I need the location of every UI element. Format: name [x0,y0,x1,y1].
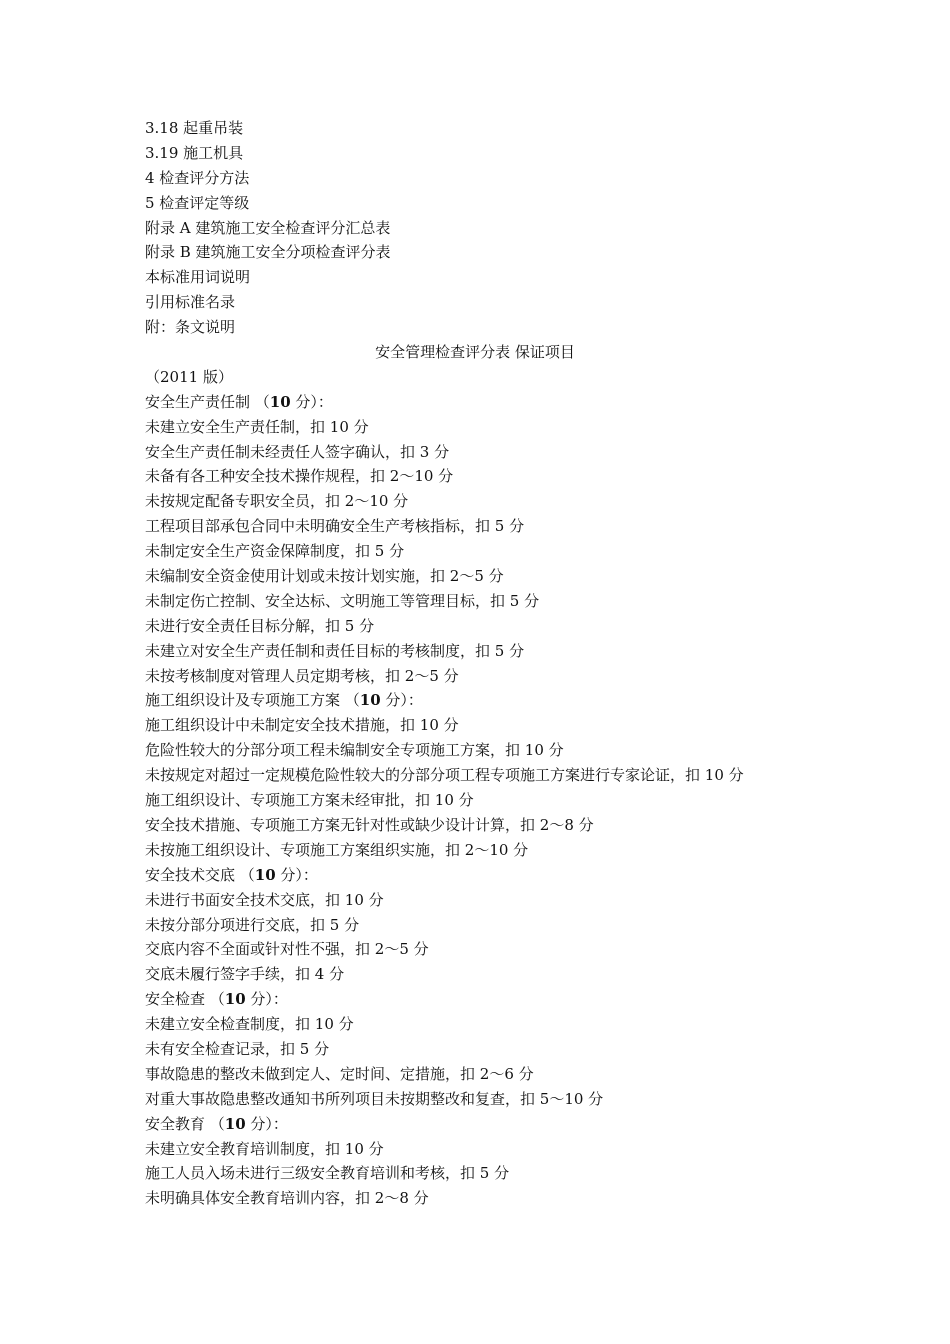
deduction-item: 施工组织设计、专项施工方案未经审批，扣 10 分 [145,791,474,810]
deduction-item: 危险性较大的分部分项工程未编制安全专项施工方案，扣 10 分 [145,741,564,760]
section-points: 10 [254,865,276,884]
deduction-item: 未进行书面安全技术交底，扣 10 分 [145,890,384,909]
section-safety-education [0,1112,950,1212]
deduction-item: 对重大事故隐患整改通知书所列项目未按期整改和复查，扣 5～10 分 [145,1089,604,1108]
toc-item: 附录 A 建筑施工安全检查评分汇总表 [145,218,391,237]
toc-item: 本标准用词说明 [145,268,251,287]
deduction-item: 施工组织设计中未制定安全技术措施，扣 10 分 [145,716,459,735]
deduction-item: 未明确具体安全教育培训内容，扣 2～8 分 [145,1189,429,1208]
table-title: 安全管理检查评分表 保证项目 [375,343,575,362]
section-heading-suffix: 分）： [380,691,423,710]
toc-item: 3.18 起重吊装 [145,119,244,137]
deduction-item: 未建立安全教育培训制度，扣 10 分 [145,1139,384,1158]
section-construction-plan [0,688,950,862]
deduction-item: 未进行安全责任目标分解，扣 5 分 [145,616,375,635]
section-heading-text: 安全生产责任制 （ [145,392,270,411]
toc-list [0,116,950,340]
toc-item: 5 检查评定等级 [145,193,250,212]
section-safety-responsibility [0,390,950,689]
section-heading [145,863,935,888]
deduction-item: 未编制安全资金使用计划或未按计划实施，扣 2～5 分 [145,567,504,586]
deduction-item: 未建立对安全生产责任制和责任目标的考核制度，扣 5 分 [145,641,525,660]
deduction-item: 交底内容不全面或针对性不强，扣 2～5 分 [145,940,429,959]
section-points: 10 [224,990,246,1009]
section-heading-text: 安全技术交底 （ [145,865,255,884]
deduction-item: 未按考核制度对管理人员定期考核，扣 2～5 分 [145,666,459,685]
section-heading [145,688,935,713]
deduction-item: 工程项目部承包合同中未明确安全生产考核指标，扣 5 分 [145,517,525,536]
deduction-item: 未按施工组织设计、专项施工方案组织实施，扣 2～10 分 [145,840,529,859]
section-heading-text: 安全检查 （ [145,990,225,1009]
toc-item: 4 检查评分方法 [145,168,250,187]
deduction-item: 未建立安全检查制度，扣 10 分 [145,1015,354,1034]
toc-item: 附录 B 建筑施工安全分项检查评分表 [145,243,391,262]
section-heading-suffix: 分）： [275,865,318,884]
section-heading [145,390,935,415]
section-heading-text: 安全教育 （ [145,1114,225,1133]
section-safety-inspection [0,987,950,1111]
section-heading [145,1112,935,1137]
section-technical-briefing [0,863,950,987]
deduction-item: 未备有各工种安全技术操作规程，扣 2～10 分 [145,467,454,486]
deduction-item: 未按规定对超过一定规模危险性较大的分部分项工程专项施工方案进行专家论证，扣 10 分 [145,766,744,785]
deduction-item: 未按规定配备专职安全员，扣 2～10 分 [145,492,409,511]
deduction-item: 未制定伤亡控制、安全达标、文明施工等管理目标，扣 5 分 [145,591,540,610]
toc-item: 3.19 施工机具 [145,143,244,162]
section-points: 10 [269,392,291,411]
section-heading-suffix: 分）： [245,990,288,1009]
section-heading-suffix: 分）： [290,392,333,411]
section-heading-text: 施工组织设计及专项施工方案 （ [145,691,360,710]
deduction-item: 未制定安全生产资金保障制度，扣 5 分 [145,542,405,561]
section-heading [145,987,935,1012]
deduction-item: 未按分部分项进行交底，扣 5 分 [145,915,360,934]
deduction-item: 交底未履行签字手续，扣 4 分 [145,965,345,984]
document-page [0,116,950,1211]
section-points: 10 [224,1114,246,1133]
deduction-item: 施工人员入场未进行三级安全教育培训和考核，扣 5 分 [145,1164,510,1183]
deduction-item: 事故隐患的整改未做到定人、定时间、定措施，扣 2～6 分 [145,1064,534,1083]
deduction-item: 未有安全检查记录，扣 5 分 [145,1039,330,1058]
deduction-item: 安全技术措施、专项施工方案无针对性或缺少设计计算，扣 2～8 分 [145,815,594,834]
deduction-item: 安全生产责任制未经责任人签字确认，扣 3 分 [145,442,450,461]
section-points: 10 [359,691,381,710]
section-heading-suffix: 分）： [245,1114,288,1133]
toc-item: 附：条文说明 [145,318,236,337]
deduction-item: 未建立安全生产责任制，扣 10 分 [145,417,369,436]
toc-item: 引用标准名录 [145,293,236,312]
edition-label: （2011 版） [145,367,233,386]
